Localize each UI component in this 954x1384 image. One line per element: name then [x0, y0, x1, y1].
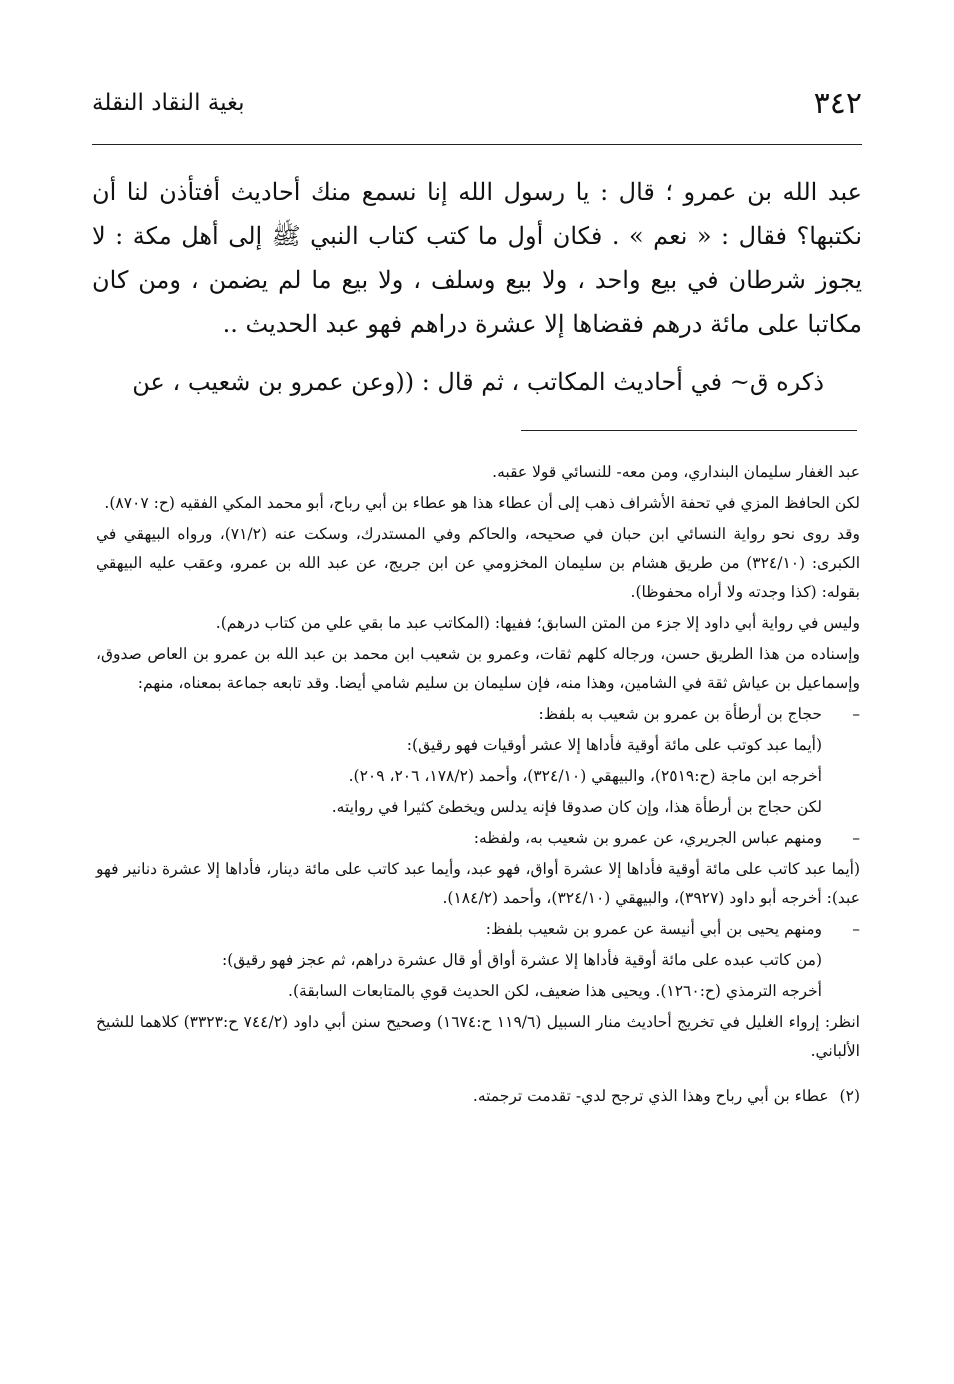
- page-header: [92, 82, 862, 132]
- main-text: [92, 170, 862, 404]
- footnote-separator: [521, 430, 857, 431]
- footnote-bullet: – ومنهم عباس الجريري، عن عمرو بن شعيب به، ولفظه:: [96, 824, 860, 853]
- footnote-paragraph: وإسناده من هذا الطريق حسن، ورجاله كلهم ثقات، وعمرو بن شعيب ابن محمد بن عبد الله بن عمرو بن العاص صدوق، وإسماعيل بن عياش ثقة في الشامين، وهذا منه، فإن سليمان بن سليم شامي أيضا. وقد تابعه جماعة بمعناه، منهم:: [96, 645, 860, 692]
- footnote-bullet: – حجاج بن أرطأة بن عمرو بن شعيب به بلفظ:: [96, 700, 860, 729]
- footnotes: [96, 458, 860, 1113]
- footnote-quote: (أيما عبد كوتب على مائة أوقية فأداها إلا عشر أوقيات فهو رقيق):: [406, 736, 822, 754]
- main-paragraph: عبد الله بن عمرو ؛ قال : يا رسول الله إنا نسمع منك أحاديث أفتأذن لنا أن نكتبها؟ فقال : « نعم » . فكان أول ما كتب كتاب النبي ﷺ إلى أهل مكة : لا يجوز شرطان في بيع واحد ، ولا بيع وسلف ، ولا بيع ما لم يضمن ، ومن كان مكاتبا على مائة درهم فقضاها إلا عشرة دراهم فهو عبد الحديث ..: [92, 178, 862, 338]
- footnote-see-also: انظر: إرواء الغليل في تخريج أحاديث منار السبيل (١١٩/٦ ح:١٦٧٤) وصحيح سنن أبي داود (٧٤٤/٢ ح:٣٣٢٣) كلاهما للشيخ الألباني.: [96, 1013, 860, 1060]
- header-rule: [92, 144, 862, 145]
- footnote-paragraph: وقد روى نحو رواية النسائي ابن حبان في صحيحه، والحاكم وفي المستدرك، وسكت عنه (٧١/٢)، ورواه البيهقي في الكبرى: (٣٢٤/١٠) من طريق هشام بن سليمان المخزومي عن ابن جريج، عن عبد الله بن عمرو، وعقب عليه البيهقي بقوله: (كذا وجدته ولا أراه محفوظا).: [96, 525, 860, 601]
- main-paragraph-continued: ذكره ق~ في أحاديث المكاتب ، ثم قال : ((وعن عمرو بن شعيب ، عن: [132, 368, 824, 396]
- footnote-note: لكن حجاج بن أرطأة هذا، وإن كان صدوقا فإنه يدلس ويخطئ كثيرا في روايته.: [331, 798, 822, 816]
- page-number: ٣٤٢: [813, 86, 862, 121]
- footnote-bullet: – ومنهم يحيى بن أبي أنيسة عن عمرو بن شعيب بلفظ:: [96, 915, 860, 944]
- footnote-paragraph: لكن الحافظ المزي في تحفة الأشراف ذهب إلى أن عطاء هذا هو عطاء بن أبي رباح، أبو محمد المكي الفقيه (ح: ٨٧٠٧).: [104, 494, 860, 512]
- footnote-paragraph: وليس في رواية أبي داود إلا جزء من المتن السابق؛ ففيها: (المكاتب عبد ما بقي علي من كتاب درهم).: [215, 614, 860, 632]
- running-title: بغية النقاد النقلة: [92, 90, 245, 116]
- footnote-line: عبد الغفار سليمان البنداري، ومن معه- للنسائي قولا عقبه.: [492, 463, 860, 481]
- footnote-marker: (٢): [839, 1087, 860, 1105]
- footnote-quote: (من كاتب عبده على مائة أوقية فأداها إلا عشرة أواق أو قال عشرة دراهم، ثم عجز فهو رقيق):: [221, 951, 822, 969]
- footnote-2-text: عطاء بن أبي رباح وهذا الذي ترجح لدي- تقدمت ترجمته.: [472, 1087, 829, 1105]
- footnote-2: [96, 1082, 860, 1111]
- footnote-quote: (أيما عبد كاتب على مائة أوقية فأداها إلا عشرة أواق، فهو عبد، وأيما عبد كاتب على مائة دينار، فأداها إلا عشرة دنانير فهو عبد): أخرجه أبو داود (٣٩٢٧)، والبيهقي (٣٢٤/١٠)، وأحمد (١٨٤/٢).: [96, 860, 860, 907]
- footnote-source: أخرجه ابن ماجة (ح:٢٥١٩)، والبيهقي (٣٢٤/١٠)، وأحمد (١٧٨/٢، ٢٠٦، ٢٠٩).: [348, 767, 822, 785]
- footnote-source: أخرجه الترمذي (ح:١٢٦٠). ويحيى هذا ضعيف، لكن الحديث قوي بالمتابعات السابقة).: [288, 982, 822, 1000]
